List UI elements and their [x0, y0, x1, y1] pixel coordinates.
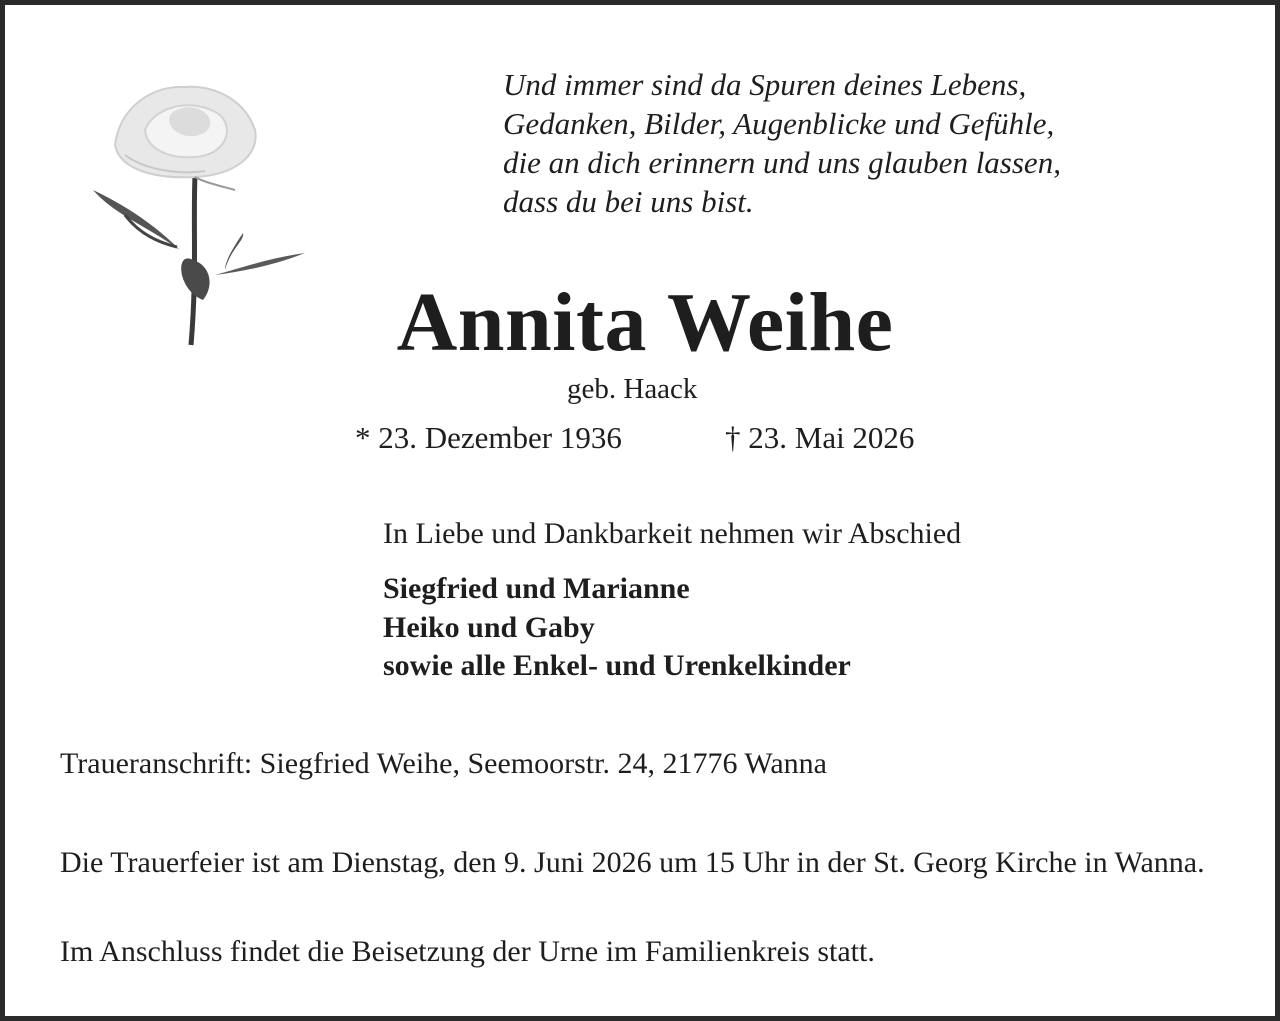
birth-date: * 23. Dezember 1936 [355, 420, 622, 455]
funeral-service-info: Die Trauerfeier ist am Dienstag, den 9. Juni 2026 um 15 Uhr in der St. Georg Kirche in Wanna. [60, 846, 1205, 879]
poem-line: Gedanken, Bilder, Augenblicke und Gefühle, [503, 106, 1055, 141]
life-dates [355, 419, 915, 457]
mourner-item: Heiko und Gaby [383, 610, 595, 644]
poem-line: die an dich erinnern und uns glauben lassen, [503, 145, 1061, 180]
poem-line: dass du bei uns bist. [503, 184, 754, 219]
poem [503, 65, 1061, 221]
death-date: † 23. Mai 2026 [725, 420, 915, 455]
farewell-text: In Liebe und Dankbarkeit nehmen wir Abschied [383, 517, 962, 550]
mourner-item: sowie alle Enkel- und Urenkelkinder [383, 649, 851, 682]
mourning-address: Traueranschrift: Siegfried Weihe, Seemoorstr. 24, 21776 Wanna [60, 747, 827, 780]
deceased-name-row [5, 273, 1280, 373]
mourner-item: Siegfried und Marianne [383, 572, 690, 605]
poem-line: Und immer sind da Spuren deines Lebens, [503, 67, 1027, 102]
maiden-name: geb. Haack [567, 373, 698, 405]
deceased-name: Annita Weihe [396, 276, 894, 369]
burial-info: Im Anschluss findet die Beisetzung der Urne im Familienkreis statt. [60, 935, 875, 968]
mourner-list [383, 570, 851, 686]
